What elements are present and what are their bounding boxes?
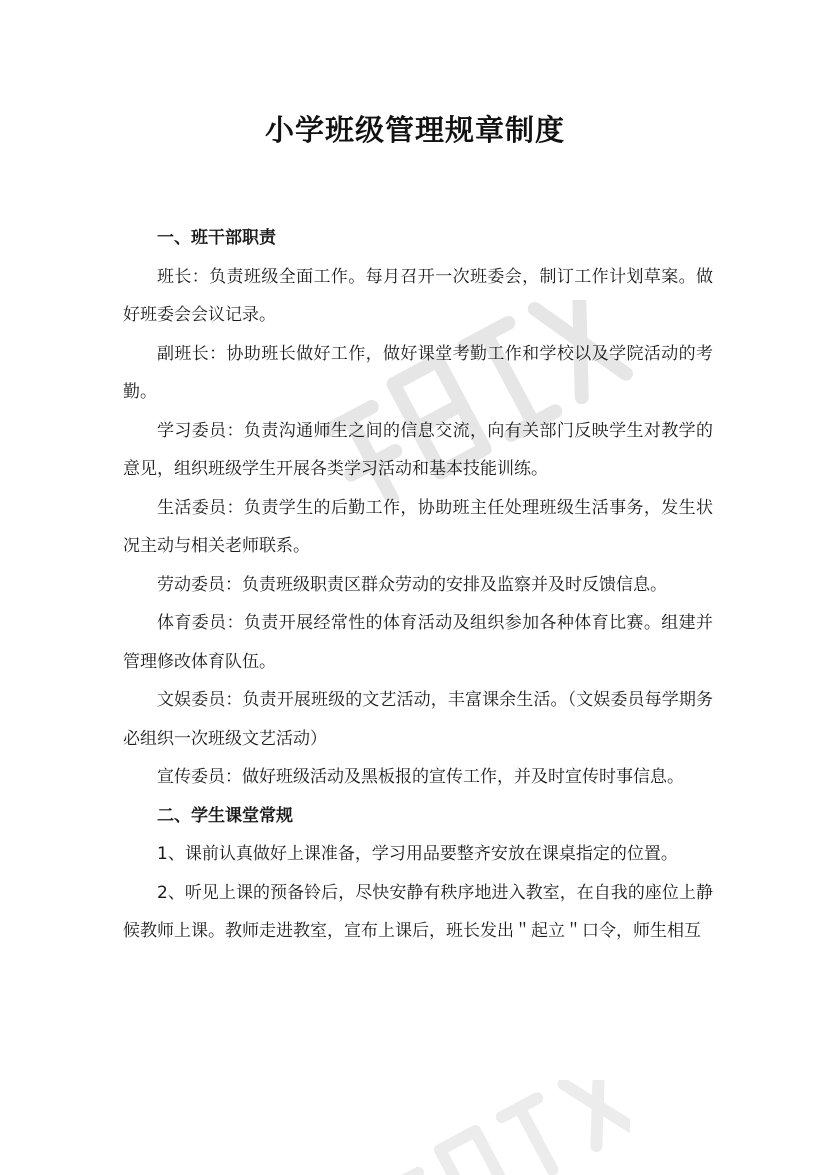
paragraph: 2、听见上课的预备铃后，尽快安静有秩序地进入教室，在自我的座位上静候教师上课。教师走进教室，宣布上课后，班长发出＂起立＂口令，师生相互: [123, 882, 713, 941]
paragraph: 学习委员：负责沟通师生之间的信息交流，向有关部门反映学生对教学的意见，组织班级学生开展各类学习活动和基本技能训练。: [123, 420, 713, 479]
paragraph: 宣传委员：做好班级活动及黑板报的宣传工作，并及时宣传时事信息。: [157, 767, 684, 787]
section-heading: 一、班干部职责: [157, 228, 276, 248]
paragraph: 生活委员：负责学生的后勤工作，协助班主任处理班级生活事务，发生状况主动与相关老师联系。: [123, 497, 713, 556]
paragraph: 文娱委员：负责开展班级的文艺活动，丰富课余生活。（文娱委员每学期务必组织一次班级文艺活动）: [123, 690, 713, 749]
paragraph: 1、课前认真做好上课准备，学习用品要整齐安放在课桌指定的位置。: [157, 844, 678, 864]
section-heading: 二、学生课堂常规: [157, 805, 293, 826]
paragraph: 副班长：协助班长做好工作，做好课堂考勤工作和学校以及学院活动的考勤。: [123, 343, 713, 402]
paragraph: 体育委员：负责开展经常性的体育活动及组织参加各种体育比赛。组建并管理修改体育队伍。: [123, 613, 713, 672]
watermark-stamp-icon: [330, 1080, 630, 1175]
paragraph: 劳动委员：负责班级职责区群众劳动的安排及监察并及时反馈信息。: [157, 574, 667, 595]
paragraph: 班长：负责班级全面工作。每月召开一次班委会，制订工作计划草案。做好班委会会议记录。: [123, 266, 713, 325]
document-body: [123, 219, 713, 951]
page-title: 小学班级管理规章制度: [264, 113, 565, 147]
